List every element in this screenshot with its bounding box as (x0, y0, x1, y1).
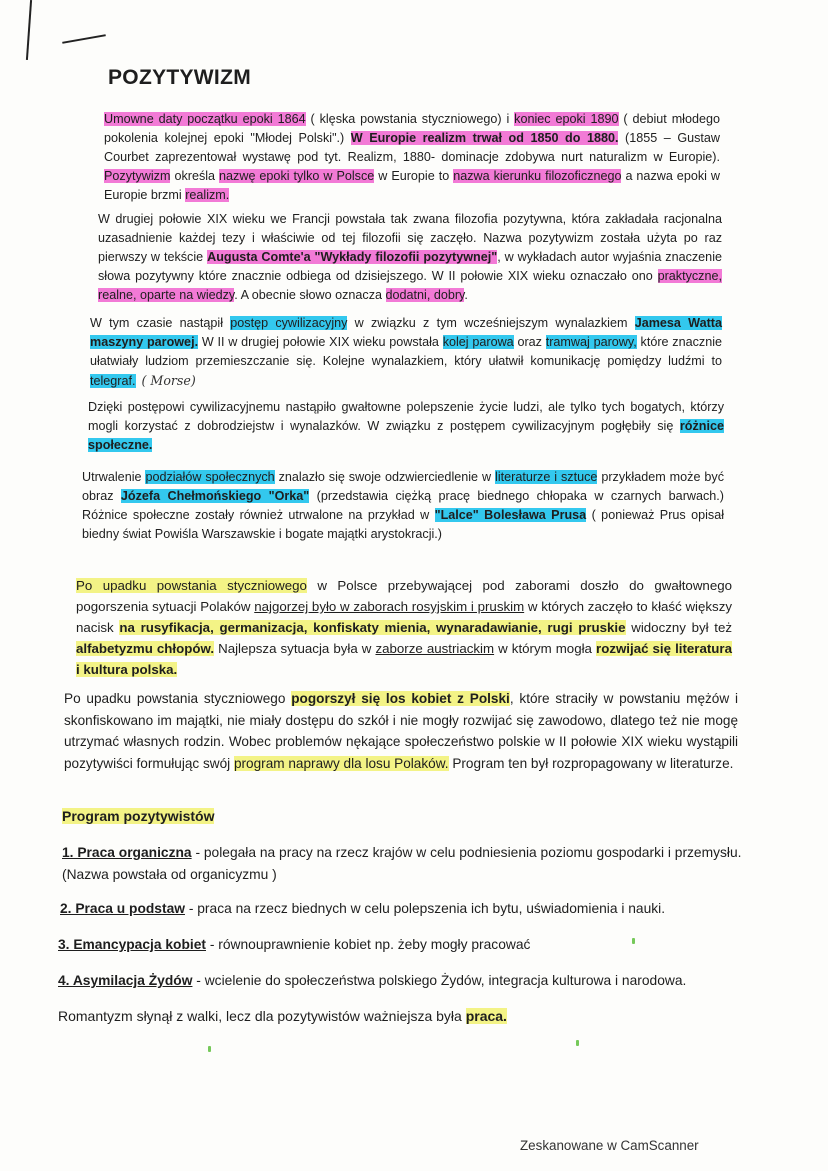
paragraph-social-differences: Dzięki postępowi cywilizacyjnemu nastąpiło gwałtowne polepszenie życie ludzi, ale tylko tych bogatych, którzy mogli korzystać z dobrodziejstw i wynalazków. W związku z postępem cywilizacyjnym pogłębiły się różnice społeczne. (88, 400, 724, 452)
paragraph-women-situation: Po upadku powstania styczniowego pogorszył się los kobiet z Polski, które straciły w powstaniu mężów i skonfiskowano im majątki, nie miały dostępu do szkół i nie mogły rozwijać się zawodowo, dlatego też nie mogę utrzymać własnych rodzin. Wobec problemów nękające społeczeństwo polskie w II połowie XIX wieku wystąpili pozytywiści formułując swój program naprawy dla losu Polaków. Program ten był rozpropagowany w literaturze. (64, 691, 739, 771)
ink-dot (208, 1046, 211, 1052)
paragraph-after-uprising: Po upadku powstania styczniowego w Polsce przebywającej pod zaborami doszło do gwałtownego pogorszenia sytuacji Polaków najgorzej było w zaborach rosyjskim i pruskim w których zaczęło to kłaść większy nacisk na rusyfikacja, germanizacja, konfiskaty mienia, wynaradawianie, rugi pruskie widoczny był też alfabetyzmu chłopów. Najlepsza sytuacja była w zaborze austriackim w którym mogła rozwijać się literatura i kultura polska. (76, 578, 733, 677)
program-item-4: 4. Asymilacja Żydów - wcielenie do społeczeństwa polskiego Żydów, integracja kulturowa i narodowa. (58, 973, 687, 988)
program-item-2: 2. Praca u podstaw - praca na rzecz biednych w celu polepszenia ich bytu, uświadomienia i nauki. (60, 901, 666, 916)
handwritten-note: ( Morse) (141, 373, 196, 388)
paragraph-civilization-progress: W tym czasie nastąpił postęp cywilizacyjny w związku z tym wcześniejszym wynalazkiem Jamesa Watta maszyny parowej. W II w drugiej połowie XIX wieku powstała kolej parowa oraz tramwaj parowy, które znacznie ułatwiały ludziom przemieszczanie się. Kolejne wynalazkiem, który ułatwił komunikację pomiędzy ludźmi to telegraf. ( Morse) (90, 316, 723, 388)
paragraph-positive-philosophy: W drugiej połowie XIX wieku we Francji powstała tak zwana filozofia pozytywna, która zakładała racjonalna uzasadnienie każdej tezy i właściwie od tej filozofii się zaczęło. Nazwa pozytywizm została użyta po raz pierwszy w tekście Augusta Comte'a "Wykłady filozofii pozytywnej", w wykładach autor wyjaśnia znaczenie słowa pozytywny które znacznie odbiega od dzisiejszego. W II połowie XIX wieku oznaczało ono praktyczne, realne, oparte na wiedzy. A obecnie słowo oznacza dodatni, dobry. (98, 212, 722, 302)
paragraph-art-literature: Utrwalenie podziałów społecznych znalazło się swoje odzwierciedlenie w literaturze i sztuce przykładem może być obraz Józefa Chełmońskiego "Orka" (przedstawia ciężką pracę biednego chłopaka w czarnych barwach.) Różnice społeczne zostały również utrwalone na przykład w "Lalce" Bolesława Prusa ( ponieważ Prus opisał biedny świat Powiśla Warszawskie i bogate majątki arystokracji.) (82, 470, 725, 541)
pen-mark-vertical (26, 0, 32, 60)
program-item-3: 3. Emancypacja kobiet - równouprawnienie kobiet np. żeby mogły pracować (58, 937, 531, 952)
closing-sentence: Romantyzm słynął z walki, lecz dla pozytywistów ważniejsza była praca. (58, 1008, 507, 1024)
program-heading: Program pozytywistów (62, 808, 215, 824)
pen-mark-horizontal (62, 34, 106, 44)
scanner-watermark: Zeskanowane w CamScanner (520, 1138, 699, 1153)
page-title: POZYTYWIZM (108, 66, 251, 89)
ink-dot (632, 938, 635, 944)
ink-dot (576, 1040, 579, 1046)
paragraph-epoch-dates: Umowne daty początku epoki 1864 ( klęska powstania styczniowego) i koniec epoki 1890 ( debiut młodego pokolenia kolejnej epoki "Młodej Polski".) W Europie realizm trwał od 1850 do 1880. (1855 – Gustaw Courbet zaprezentował wystawę pod tyt. Realizm, 1880- dominacje zdobywa nurt naturalizm w Europie). Pozytywizm określa nazwę epoki tylko w Polsce w Europie to nazwa kierunku filozoficznego a nazwa epoki w Europie brzmi realizm. (104, 112, 721, 202)
program-item-1: 1. Praca organiczna - polegała na pracy na rzecz krajów w celu podniesienia poziomu gospodarki i przemysłu. (Nazwa powstała od organicyzmu ) (62, 845, 742, 882)
